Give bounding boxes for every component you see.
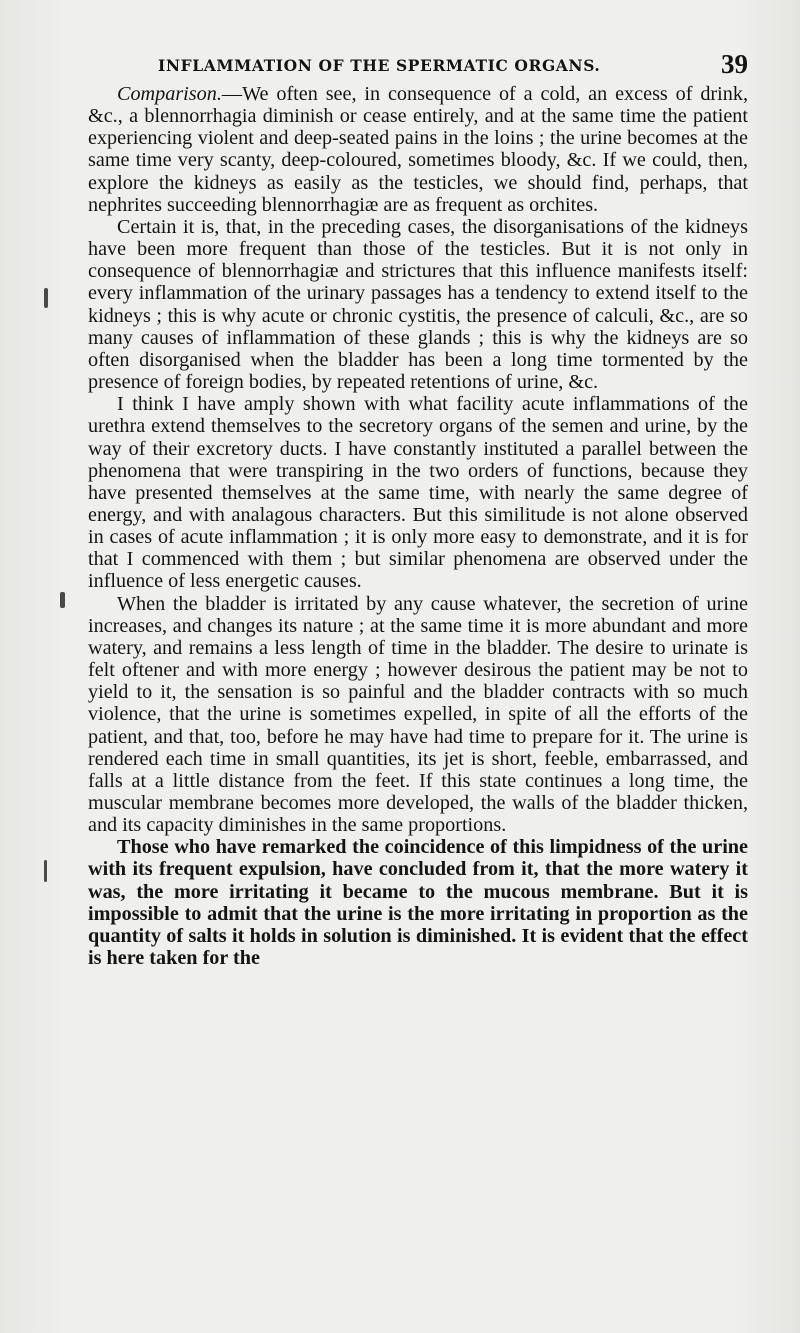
page-number: 39 xyxy=(721,49,748,79)
paragraph-lead: Comparison. xyxy=(117,83,222,105)
paragraph: Those who have remarked the coincidence of this limpidness of the urine with its frequent expulsion, have concluded from it, that the more watery it was, the more irritating it became to the mucous membrane. But it is impossible to admit that the urine is the more irritating in proportion as the quantity of salts it holds in solution is diminished. It is evident that the effect is here taken for the xyxy=(88,836,748,970)
paragraph: I think I have amply shown with what facility acute inflammations of the urethra extend themselves to the secretory organs of the semen and urine, by the way of their excretory ducts. I have constantly instituted a parallel between the phenomena that were transpiring in the two orders of functions, because they have presented themselves at the same time, with nearly the same degree of energy, and with analagous characters. But this similitude is not alone observed in cases of acute inflammation ; it is only more easy to demonstrate, and it is for that I commenced with them ; but similar phenomena are observed under the influence of less energetic causes. xyxy=(88,393,748,593)
page-header xyxy=(88,50,748,80)
margin-mark xyxy=(44,288,48,308)
paragraph: When the bladder is irritated by any cause whatever, the secretion of urine increases, and changes its nature ; at the same time it is more abundant and more watery, and remains a less length of time in the bladder. The desire to urinate is felt oftener and with more energy ; however desirous the patient may be not to yield to it, the sensation is so painful and the bladder contracts with so much violence, that the urine is sometimes expelled, in spite of all the efforts of the patient, and that, too, before he may have had time to prepare for it. The urine is rendered each time in small quantities, its jet is short, feeble, embarrassed, and falls at a little distance from the feet. If this state continues a long time, the muscular membrane becomes more developed, the walls of the bladder thicken, and its capacity diminishes in the same proportions. xyxy=(88,592,748,837)
paragraph-comparison xyxy=(88,83,748,216)
margin-mark xyxy=(60,592,65,608)
paragraph-text: —We often see, in consequence of a cold, an excess of drink, &c., a blennorrhagia diminish or cease entirely, and at the same time the patient experiencing violent and deep-seated pains in the loins ; the urine becomes at the same time very scanty, deep-coloured, sometimes bloody, &c. If we could, then, explore the kidneys as easily as the testicles, we should find, perhaps, that nephrites succeeding blennorrhagiæ are as frequent as orchites. xyxy=(88,83,748,216)
margin-mark xyxy=(44,860,47,882)
paragraph: Certain it is, that, in the preceding cases, the disorganisations of the kidneys have been more frequent than those of the testicles. But it is not only in consequence of blennorrhagiæ and strictures that this influence manifests itself: every inflammation of the urinary passages has a tendency to extend itself to the kidneys ; this is why acute or chronic cystitis, the presence of calculi, &c., are so many causes of inflammation of these glands ; this is why the kidneys are so often disorganised when the bladder has been a long time tormented by the presence of foreign bodies, by repeated retentions of urine, &c. xyxy=(88,215,748,394)
running-head: INFLAMMATION OF THE SPERMATIC ORGANS. xyxy=(158,56,601,75)
body-text xyxy=(88,83,748,969)
